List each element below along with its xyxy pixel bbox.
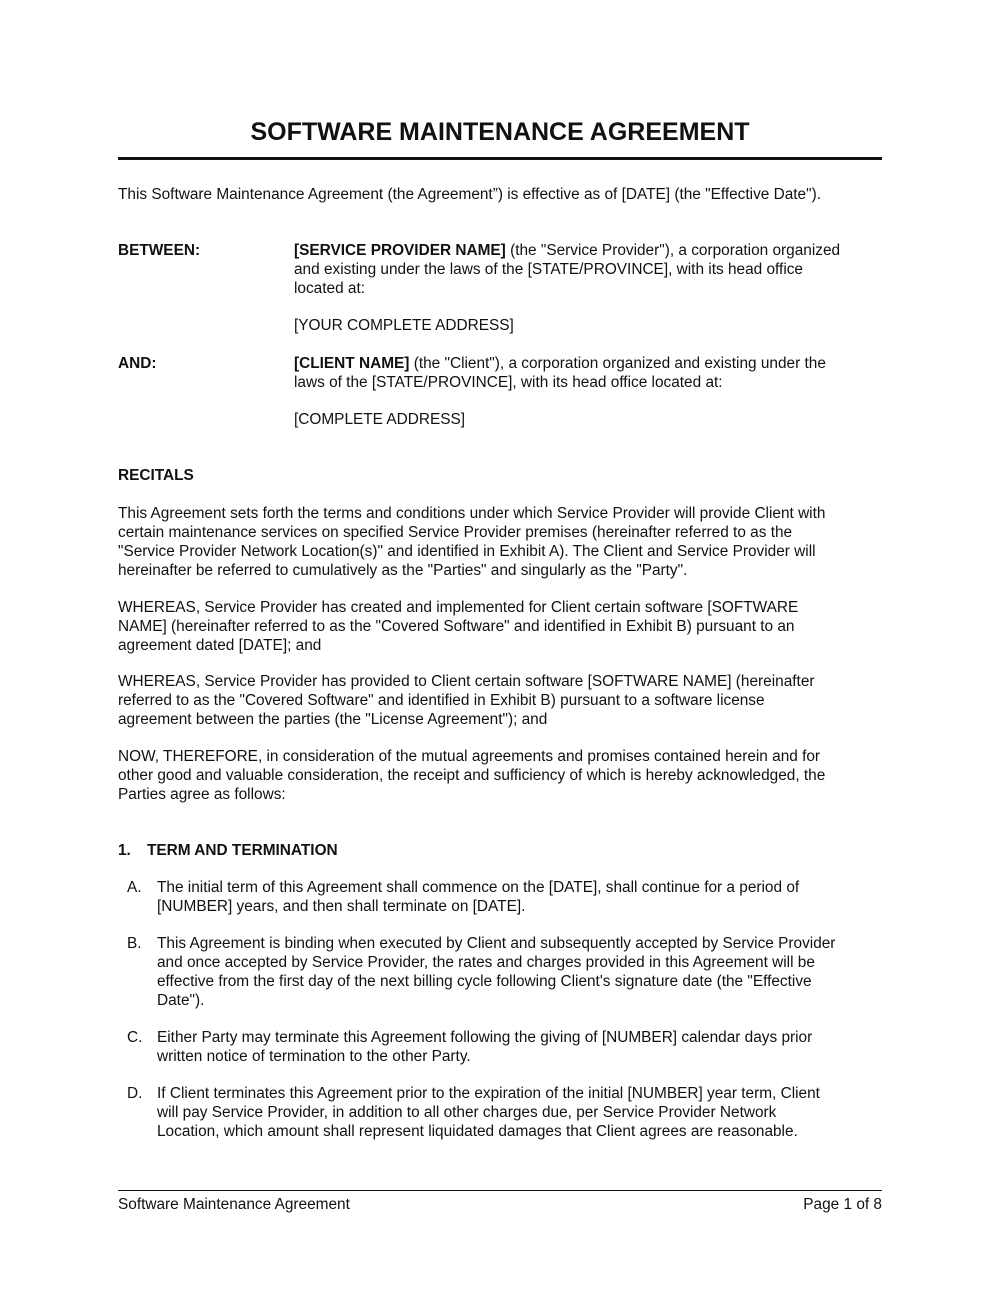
- clause-c-letter: C.: [127, 1029, 143, 1046]
- text-line: WHEREAS, Service Provider has created and implemented for Client certain software [SOFTWARE: [118, 599, 799, 616]
- text-line: NAME] (hereinafter referred to as the "Covered Software" and identified in Exhibit B) pursuant to an: [118, 618, 795, 635]
- recitals-paragraph-3: [118, 672, 882, 729]
- text-line: other good and valuable consideration, the receipt and sufficiency of which is hereby acknowledged, the: [118, 767, 826, 784]
- clause-a-letter: A.: [127, 879, 142, 896]
- intro-paragraph: This Software Maintenance Agreement (the Agreement”) is effective as of [DATE] (the "Effective Date").: [118, 186, 821, 203]
- between-label: BETWEEN:: [118, 242, 201, 259]
- title-divider: [118, 157, 882, 160]
- text-line: hereinafter be referred to cumulatively as the "Parties" and singularly as the "Party".: [118, 562, 688, 579]
- provider-name: [SERVICE PROVIDER NAME]: [294, 242, 506, 259]
- provider-text-line-1: (the "Service Provider"), a corporation organized: [505, 242, 841, 259]
- recitals-heading: RECITALS: [118, 467, 194, 484]
- section-1-title: TERM AND TERMINATION: [147, 842, 338, 859]
- text-line: will pay Service Provider, in addition to all other charges due, per Service Provider Network: [157, 1104, 777, 1121]
- text-line: WHEREAS, Service Provider has provided to Client certain software [SOFTWARE NAME] (hereinafter: [118, 673, 815, 690]
- clause-b-letter: B.: [127, 935, 142, 952]
- text-line: Location, which amount shall represent liquidated damages that Client agrees are reasonable.: [157, 1123, 798, 1140]
- text-line: The initial term of this Agreement shall commence on the [DATE], shall continue for a period of: [157, 879, 800, 896]
- document-title: SOFTWARE MAINTENANCE AGREEMENT: [250, 118, 750, 146]
- recitals-paragraph-4: [118, 747, 882, 804]
- section-1-number: 1.: [118, 842, 131, 859]
- section-1-heading: [118, 841, 338, 860]
- recitals-paragraph-2: [118, 598, 882, 655]
- text-line: referred to as the "Covered Software" and identified in Exhibit B) pursuant to a software license: [118, 692, 765, 709]
- text-line: and once accepted by Service Provider, the rates and charges provided in this Agreement will be: [157, 954, 815, 971]
- recitals-paragraph-1: [118, 504, 882, 580]
- client-text-line-2: laws of the [STATE/PROVINCE], with its head office located at:: [294, 374, 723, 391]
- text-line: effective from the first day of the next billing cycle following Client's signature date (the "Effective: [157, 973, 812, 990]
- clause-c-text: [157, 1028, 882, 1066]
- text-line: written notice of termination to the other Party.: [157, 1048, 471, 1065]
- text-line: agreement dated [DATE]; and: [118, 637, 322, 654]
- footer-document-name: Software Maintenance Agreement: [118, 1196, 350, 1213]
- text-line: Date").: [157, 992, 205, 1009]
- clause-d-letter: D.: [127, 1085, 143, 1102]
- and-label: AND:: [118, 355, 157, 372]
- clause-d-text: [157, 1084, 882, 1141]
- text-line: Parties agree as follows:: [118, 786, 286, 803]
- text-line: Either Party may terminate this Agreement following the giving of [NUMBER] calendar days prior: [157, 1029, 813, 1046]
- provider-text-line-2: and existing under the laws of the [STATE/PROVINCE], with its head office: [294, 261, 803, 278]
- text-line: certain maintenance services on specified Service Provider premises (hereinafter referred to as the: [118, 524, 793, 541]
- footer-page-number: Page 1 of 8: [803, 1196, 882, 1213]
- clause-a-text: [157, 878, 882, 916]
- text-line: "Service Provider Network Location(s)" and identified in Exhibit A). The Client and Service Provider will: [118, 543, 816, 560]
- clause-b-text: [157, 934, 882, 1010]
- text-line: This Agreement is binding when executed by Client and subsequently accepted by Service Provider: [157, 935, 836, 952]
- provider-address: [YOUR COMPLETE ADDRESS]: [294, 317, 514, 334]
- text-line: NOW, THEREFORE, in consideration of the mutual agreements and promises contained herein and for: [118, 748, 821, 765]
- text-line: This Agreement sets forth the terms and conditions under which Service Provider will provide Client with: [118, 505, 826, 522]
- client-paragraph: [294, 354, 882, 392]
- provider-text-line-3: located at:: [294, 280, 366, 297]
- text-line: agreement between the parties (the "License Agreement"); and: [118, 711, 548, 728]
- client-name: [CLIENT NAME]: [294, 355, 410, 372]
- provider-paragraph: [294, 241, 882, 298]
- text-line: If Client terminates this Agreement prior to the expiration of the initial [NUMBER] year term, Client: [157, 1085, 820, 1102]
- client-text-line-1: (the "Client"), a corporation organized and existing under the: [409, 355, 826, 372]
- footer-divider: [118, 1190, 882, 1191]
- text-line: [NUMBER] years, and then shall terminate on [DATE].: [157, 898, 526, 915]
- client-address: [COMPLETE ADDRESS]: [294, 411, 466, 428]
